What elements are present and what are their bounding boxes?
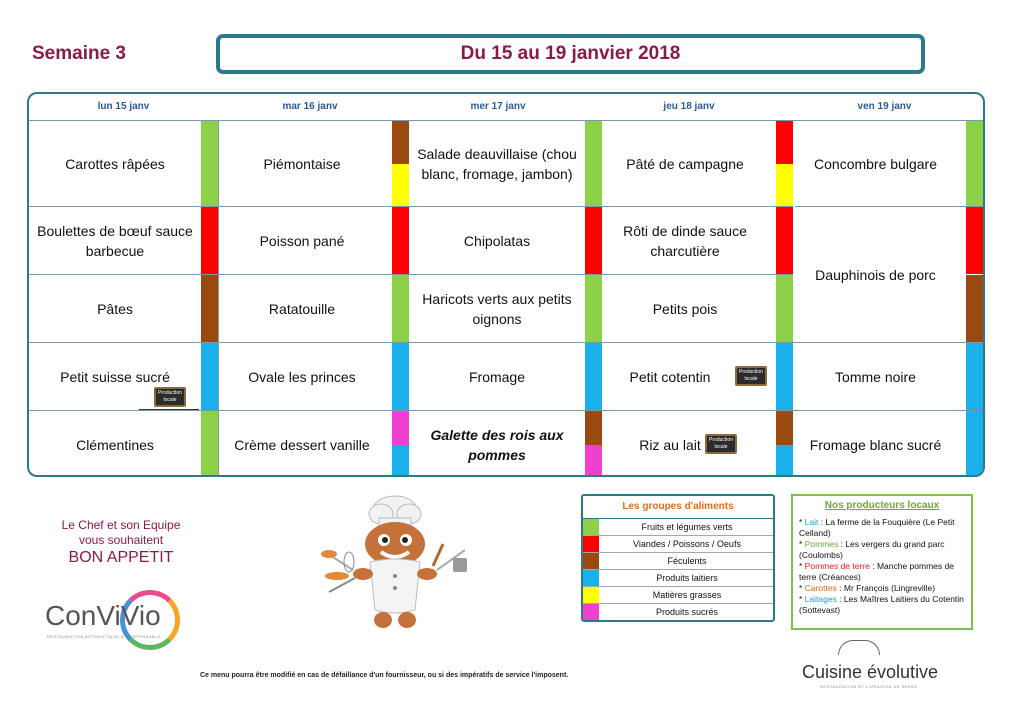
- legend-swatch: [583, 570, 599, 586]
- disclaimer-note: Ce menu pourra être modifié en cas de défaillance d'un fournisseur, ou si des impératifs de service l'imposent.: [200, 672, 569, 679]
- local-production-badge: Production locale: [735, 366, 767, 386]
- legend-swatch: [583, 536, 599, 552]
- food-group-bar: [392, 411, 409, 445]
- producer-key: Carottes: [804, 583, 837, 593]
- producer-item: * Carottes : Mr François (Lingreville): [799, 583, 936, 593]
- menu-item: Dauphinois de porc: [815, 266, 936, 283]
- menu-item: Rôti de dinde sauce charcutière: [623, 222, 747, 259]
- day-header-wed: mer 17 janv: [470, 101, 526, 112]
- badge-underline: [139, 409, 199, 410]
- date-range-text: Du 15 au 19 janvier 2018: [460, 43, 681, 64]
- chef-mascot-illustration: [315, 492, 475, 640]
- legend-item: [583, 587, 773, 604]
- menu-item: Haricots verts aux petits oignons: [422, 290, 572, 327]
- food-group-bar: [392, 164, 409, 206]
- day-header-mon: lun 15 janv: [97, 101, 150, 112]
- menu-item: Riz au lait: [639, 437, 701, 453]
- producer-item: * Laitages : Les Maîtres Laitiers du Cotentin (Sottevast): [799, 594, 964, 615]
- menu-item: Salade deauvillaise (chou blanc, fromage, jambon): [417, 145, 577, 182]
- menu-item: Galette des rois aux pommes: [430, 427, 564, 463]
- food-group-legend: [581, 494, 775, 622]
- legend-title: Les groupes d'aliments: [583, 496, 773, 519]
- convivio-logo: [45, 586, 175, 656]
- legend-label: Matières grasses: [652, 590, 722, 600]
- producer-key: Lait: [804, 517, 819, 527]
- chef-line-1: Le Chef et son Equipe: [61, 518, 181, 532]
- menu-item: Tomme noire: [835, 368, 916, 385]
- menu-item: Pâtes: [97, 300, 133, 317]
- producer-text: : Les vergers du grand parc (Coulombs): [799, 539, 945, 560]
- week-label: Semaine 3: [32, 43, 126, 64]
- logo-name: Cuisine évolutive: [802, 662, 939, 682]
- menu-item: Chipolatas: [463, 232, 531, 249]
- producer-text: : Les Maîtres Laitiers du Cotentin (Sottevast): [799, 594, 964, 615]
- chef-line-2: vous souhaitent: [78, 533, 164, 547]
- menu-table: [27, 92, 985, 477]
- food-group-bar: [966, 411, 983, 477]
- menu-item: Piémontaise: [263, 155, 341, 172]
- food-group-bar: [201, 343, 218, 410]
- legend-item: [583, 604, 773, 621]
- food-group-bar: [392, 121, 409, 164]
- chef-hat-icon: [838, 640, 880, 655]
- day-header-tue: mar 16 janv: [282, 101, 338, 112]
- chef-message: [36, 518, 206, 568]
- menu-item: Poisson pané: [259, 232, 345, 249]
- local-producers-box: [791, 494, 973, 630]
- menu-item: Pâté de campagne: [626, 155, 744, 172]
- food-group-bar: [392, 343, 409, 410]
- legend-label: Produits laitiers: [656, 573, 718, 583]
- menu-item: Carottes râpées: [65, 155, 165, 172]
- legend-item: [583, 570, 773, 587]
- menu-item: Clémentines: [76, 437, 154, 453]
- producer-key: Pommes: [804, 539, 839, 549]
- menu-item: Ratatouille: [268, 300, 336, 317]
- producer-text: : La ferme de la Fouquière (Le Petit Celland): [799, 517, 955, 538]
- legend-label: Viandes / Poissons / Oeufs: [633, 539, 741, 549]
- date-range-banner: [216, 34, 925, 74]
- menu-item: Fromage blanc sucré: [809, 437, 942, 453]
- day-header-thu: jeu 18 janv: [663, 101, 715, 112]
- food-group-bar: [201, 121, 218, 206]
- menu-item: Petits pois: [652, 300, 718, 317]
- food-group-bar: [201, 275, 218, 342]
- logo-tagline: RESTAURATION AUTHENTIQUE & RESPONSABLE: [47, 634, 161, 639]
- legend-label: Fruits et légumes verts: [641, 522, 733, 532]
- menu-item: Concombre bulgare: [814, 155, 937, 172]
- menu-item: Petit cotentin: [629, 368, 711, 385]
- food-group-bar: [201, 411, 218, 477]
- producer-key: Pommes de terre: [804, 561, 870, 571]
- legend-swatch: [583, 553, 599, 569]
- legend-swatch: [583, 604, 599, 620]
- producer-key: Laitages: [804, 594, 837, 604]
- producer-item: * Lait : La ferme de la Fouquière (Le Petit Celland): [799, 517, 955, 538]
- legend-item: [583, 553, 773, 570]
- legend-item: [583, 536, 773, 553]
- legend-label: Féculents: [667, 556, 707, 566]
- food-group-bar: [966, 343, 983, 410]
- food-group-bar: [966, 207, 983, 274]
- local-production-badge: Production locale: [154, 387, 186, 407]
- producer-item: * Pommes de terre : Manche pommes de terre (Créances): [799, 561, 954, 582]
- legend-label: Produits sucrés: [655, 607, 719, 617]
- day-header-fri: ven 19 janv: [857, 101, 912, 112]
- local-production-badge: Production locale: [705, 434, 737, 454]
- producer-text: : Mr François (Lingreville): [836, 583, 936, 593]
- menu-item: Crème dessert vanille: [234, 437, 370, 453]
- menu-item: Fromage: [468, 368, 526, 385]
- food-group-bar: [966, 275, 983, 342]
- legend-swatch: [583, 587, 599, 603]
- logo-tagline: RESTAURATION ET LIVRAISON DE REPAS: [820, 684, 918, 689]
- legend-swatch: [583, 519, 599, 535]
- menu-item: Ovale les princes: [248, 368, 356, 385]
- menu-item: Petit suisse sucré: [60, 368, 170, 385]
- logo-name: ConViVio: [45, 600, 161, 631]
- cuisine-evolutive-logo: [800, 640, 950, 690]
- food-group-bar: [392, 275, 409, 342]
- producers-title: Nos producteurs locaux: [824, 500, 940, 511]
- producer-item: * Pommes : Les vergers du grand parc (Coulombs): [799, 539, 945, 560]
- food-group-bar: [966, 121, 983, 206]
- producer-text: : Manche pommes de terre (Créances): [799, 561, 954, 582]
- menu-item: Boulettes de bœuf sauce barbecue: [37, 222, 193, 259]
- chef-line-3: BON APPETIT: [68, 549, 174, 566]
- food-group-bar: [392, 445, 409, 477]
- food-group-bar: [201, 207, 218, 274]
- legend-item: [583, 519, 773, 536]
- food-group-bar: [392, 207, 409, 274]
